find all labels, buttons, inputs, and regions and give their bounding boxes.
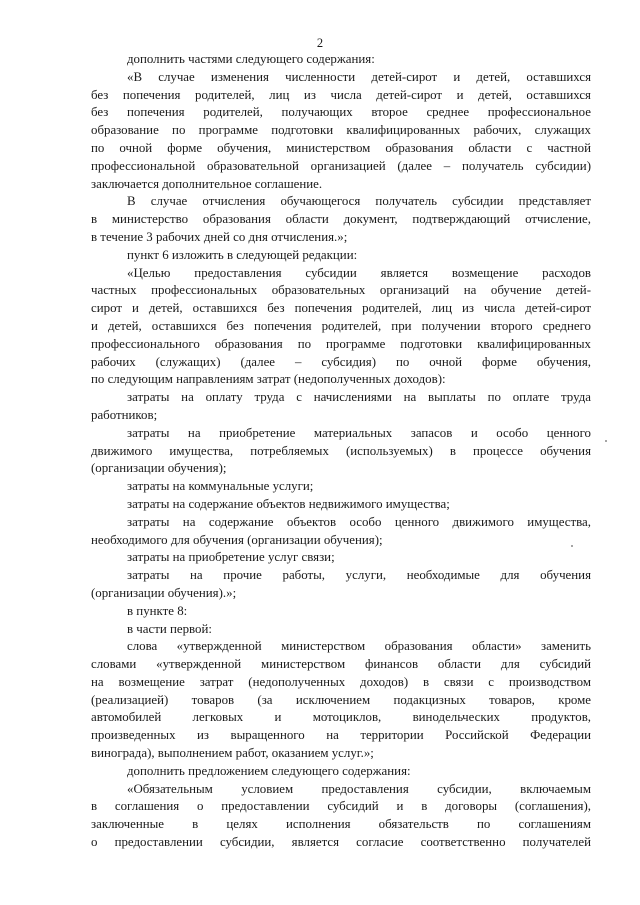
text-line: затраты на оплату труда с начислениями на выплаты по оплате труда xyxy=(127,390,591,405)
text-line: дополнить частями следующего содержания: xyxy=(127,52,375,66)
text-line: сирот и детей, оставшихся без попечения родителей, лиц из числа детей-сирот xyxy=(91,301,591,316)
text-line: заключенные в целях исполнения обязательств по соглашениям xyxy=(91,817,591,832)
text-line: (реализацией) товаров (за исключением подакцизных товаров, кроме xyxy=(91,692,591,707)
text-line: в части первой: xyxy=(127,621,212,636)
text-line: затраты на приобретение материальных запасов и особо ценного xyxy=(127,425,591,440)
text-line: движимого имущества, потребляемых (используемых) в процессе обучения xyxy=(91,443,591,458)
text-line: образование по программе подготовки квалифицированных рабочих, служащих xyxy=(91,123,591,138)
text-line: слова «утвержденной министерством образования области» заменить xyxy=(127,639,591,654)
text-line: частных профессиональных образовательных организаций на обучение детей- xyxy=(91,283,591,298)
text-line: о предоставлении субсидии, является согласие соответственно получателей xyxy=(91,835,591,850)
text-line: (организации обучения); xyxy=(91,461,227,476)
text-line: профессионального образования по программе подготовки квалифицированных xyxy=(91,336,591,351)
text-line: затраты на коммунальные услуги; xyxy=(127,479,314,494)
text-line: по следующим направлениям затрат (недополученных доходов): xyxy=(91,372,446,387)
text-line: без попечения родителей, получающих второе среднее профессиональное xyxy=(91,105,591,120)
text-line: затраты на прочие работы, услуги, необходимые для обучения xyxy=(127,568,591,583)
text-line: и детей, оставшихся без попечения родителей, при получении второго среднего xyxy=(91,318,591,333)
text-line: «Целью предоставления субсидии является возмещение расходов xyxy=(127,265,591,280)
text-line: необходимого для обучения (организации обучения); xyxy=(91,532,383,547)
scan-speck xyxy=(605,440,607,442)
text-line: «Обязательным условием предоставления субсидии, включаемым xyxy=(127,781,591,796)
text-line: без попечения родителей, лиц из числа детей-сирот и детей, оставшихся xyxy=(91,87,591,102)
text-line: в течение 3 рабочих дней со дня отчисления.»; xyxy=(91,229,348,244)
text-line: дополнить предложением следующего содержания: xyxy=(127,763,411,778)
text-line: профессиональной образовательной организацией (далее – получатель субсидии) xyxy=(91,158,591,173)
scan-speck xyxy=(571,545,573,547)
text-line: словами «утвержденной министерством финансов области для субсидий xyxy=(91,657,591,672)
text-line: в министерство образования области документ, подтверждающий отчисление, xyxy=(91,212,591,227)
text-line: В случае отчисления обучающегося получатель субсидии представляет xyxy=(127,194,591,209)
text-line: затраты на содержание объектов недвижимого имущества; xyxy=(127,496,450,511)
text-line: винограда), выполнением работ, оказанием услуг.»; xyxy=(91,746,374,761)
text-line: произведенных из выращенного на территории Российской Федерации xyxy=(91,728,591,743)
text-line: на возмещение затрат (недополученных доходов) в связи с производством xyxy=(91,674,591,689)
page-number: 2 xyxy=(316,36,324,50)
text-line: затраты на содержание объектов особо ценного движимого имущества, xyxy=(127,514,591,529)
text-line: по очной форме обучения, министерством образования области с частной xyxy=(91,140,591,155)
text-line: (организации обучения).»; xyxy=(91,585,237,600)
document-body xyxy=(91,51,591,852)
text-line: в соглашения о предоставлении субсидий и в договоры (соглашения), xyxy=(91,799,591,814)
text-line: заключается дополнительное соглашение. xyxy=(91,176,323,191)
text-line: рабочих (служащих) (далее – субсидия) по очной форме обучения, xyxy=(91,354,591,369)
text-line: работников; xyxy=(91,407,158,422)
text-line: затраты на приобретение услуг связи; xyxy=(127,550,335,565)
text-line: в пункте 8: xyxy=(127,603,188,618)
text-line: пункт 6 изложить в следующей редакции: xyxy=(127,247,358,262)
text-line: «В случае изменения численности детей-сирот и детей, оставшихся xyxy=(127,69,591,84)
text-line: автомобилей легковых и мотоциклов, винодельческих продуктов, xyxy=(91,710,591,725)
